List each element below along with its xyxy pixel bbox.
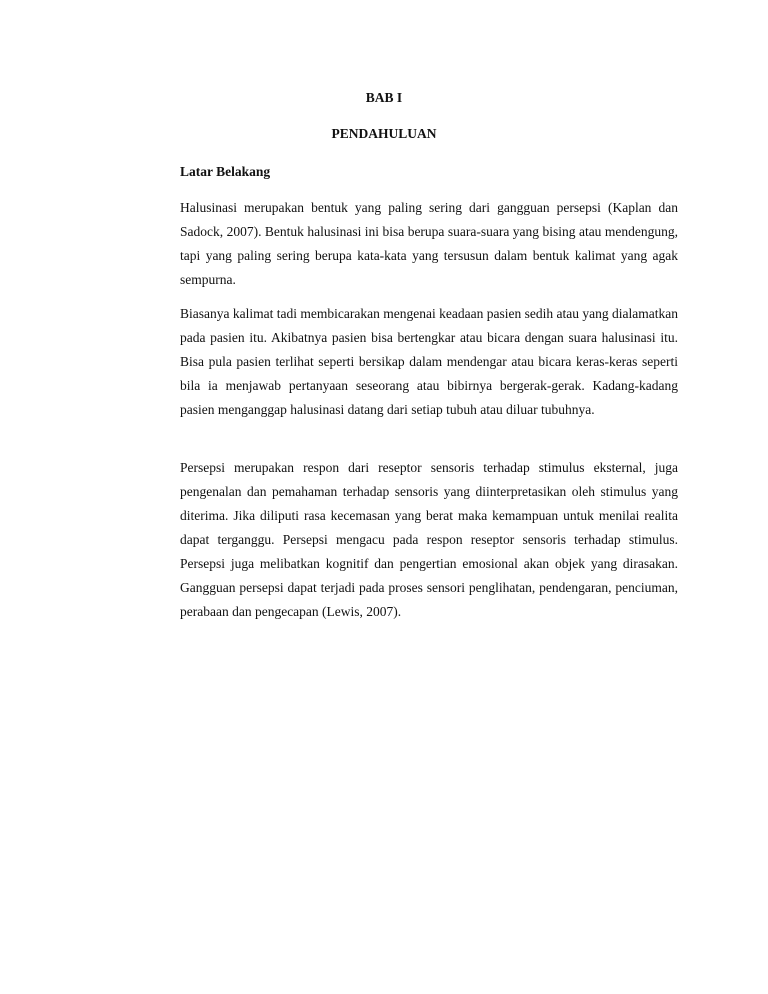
chapter-title: PENDAHULUAN: [331, 126, 437, 141]
paragraph-3: Persepsi merupakan respon dari reseptor sensoris terhadap stimulus eksternal, juga pengenalan dan pemahaman terhadap sensoris yang diinterpretasikan oleh stimulus yang diterima. Jika diliputi rasa kecemasan yang berat maka kemampuan untuk menilai realita dapat terganggu. Persepsi mengacu pada respon reseptor sensoris terhadap stimulus. Persepsi juga melibatkan kognitif dan pengertian emosional akan objek yang dirasakan. Gangguan persepsi dapat terjadi pada proses sensori penglihatan, pendengaran, penciuman, perabaan dan pengecapan (Lewis, 2007).: [180, 460, 678, 619]
section-heading: Latar Belakang: [180, 164, 271, 179]
paragraph-1: Halusinasi merupakan bentuk yang paling sering dari gangguan persepsi (Kaplan dan Sadock, 2007). Bentuk halusinasi ini bisa berupa suara-suara yang bising atau mendengung, tapi yang paling sering berupa kata-kata yang tersusun dalam bentuk kalimat yang agak sempurna.: [180, 200, 678, 287]
paragraph-2: Biasanya kalimat tadi membicarakan mengenai keadaan pasien sedih atau yang dialamatkan pada pasien itu. Akibatnya pasien bisa bertengkar atau bicara dengan suara halusinasi itu. Bisa pula pasien terlihat seperti bersikap dalam mendengar atau bicara keras-keras seperti bila ia menjawab pertanyaan seseorang atau bibirnya bergerak-gerak. Kadang-kadang pasien menganggap halusinasi datang dari setiap tubuh atau diluar tubuhnya.: [180, 306, 678, 417]
chapter-number: BAB I: [365, 90, 403, 105]
